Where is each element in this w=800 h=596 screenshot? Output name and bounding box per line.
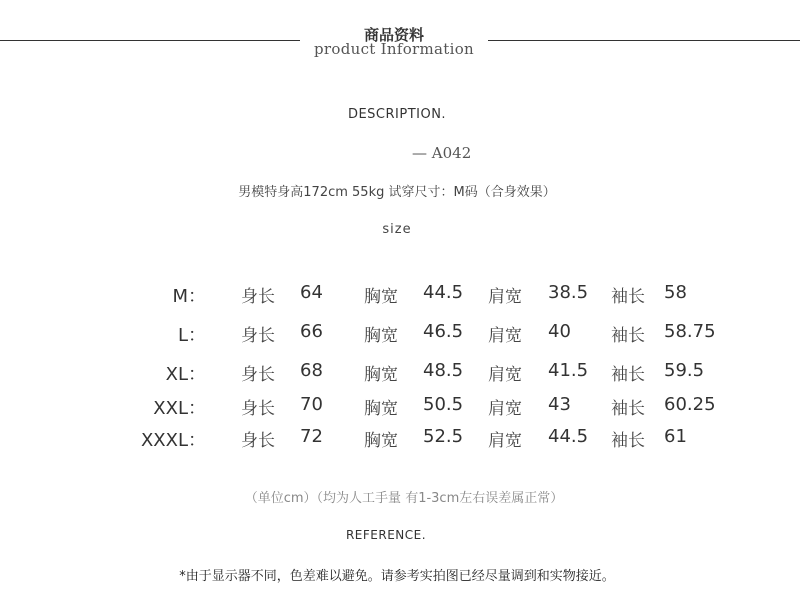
sleeve-label: 袖长 <box>611 287 645 307</box>
sleeve-value: 58.75 <box>664 321 716 342</box>
shoulder-value: 44.5 <box>548 426 589 447</box>
size-name: XXL： <box>153 398 206 419</box>
shoulder-value: 43 <box>548 394 571 415</box>
size-row-xl <box>0 360 800 390</box>
chest-label: 胸宽 <box>364 431 398 451</box>
header-divider-left <box>0 40 300 41</box>
shoulder-label: 肩宽 <box>488 399 522 419</box>
chest-value: 44.5 <box>423 282 464 303</box>
size-name: L： <box>177 325 206 346</box>
sleeve-value: 59.5 <box>664 360 705 381</box>
shoulder-value: 40 <box>548 321 571 342</box>
sleeve-label: 袖长 <box>611 365 645 385</box>
description-label: DESCRIPTION. <box>347 107 447 122</box>
length-label: 身长 <box>241 365 275 385</box>
size-row-l <box>0 321 800 351</box>
unit-note: （单位cm）（均为人工手量 有1-3cm左右误差属正常） <box>244 491 564 506</box>
sleeve-value: 60.25 <box>664 394 716 415</box>
chest-value: 48.5 <box>423 360 464 381</box>
sleeve-label: 袖长 <box>611 326 645 346</box>
page-title: 商品资料 <box>363 26 424 44</box>
sleeve-value: 58 <box>664 282 687 303</box>
size-name: M： <box>172 286 206 307</box>
length-label: 身长 <box>241 399 275 419</box>
sleeve-value: 61 <box>664 426 687 447</box>
shoulder-label: 肩宽 <box>488 431 522 451</box>
header-divider-right <box>488 40 800 41</box>
size-row-xxxl <box>0 426 800 456</box>
length-value: 72 <box>300 426 323 447</box>
length-label: 身长 <box>241 287 275 307</box>
size-row-m <box>0 282 800 312</box>
chest-value: 46.5 <box>423 321 464 342</box>
size-row-xxl <box>0 394 800 424</box>
size-name: XXXL： <box>140 430 206 451</box>
sleeve-label: 袖长 <box>611 431 645 451</box>
page-subtitle: product Information <box>314 40 474 58</box>
model-info: 男模特身高172cm 55kg 试穿尺寸：M码（合身效果） <box>238 185 556 200</box>
color-disclaimer: *由于显示器不同，色差难以避免。请参考实拍图已经尽量调到和实物接近。 <box>179 569 615 584</box>
size-label: size <box>382 222 412 237</box>
length-value: 70 <box>300 394 323 415</box>
chest-label: 胸宽 <box>364 287 398 307</box>
reference-label: REFERENCE. <box>345 528 427 542</box>
chest-value: 50.5 <box>423 394 464 415</box>
shoulder-value: 41.5 <box>548 360 589 381</box>
length-value: 66 <box>300 321 323 342</box>
product-code: — A042 <box>412 144 472 162</box>
size-name: XL： <box>165 364 206 385</box>
shoulder-label: 肩宽 <box>488 287 522 307</box>
length-value: 64 <box>300 282 323 303</box>
shoulder-value: 38.5 <box>548 282 589 303</box>
shoulder-label: 肩宽 <box>488 326 522 346</box>
length-label: 身长 <box>241 326 275 346</box>
length-label: 身长 <box>241 431 275 451</box>
chest-label: 胸宽 <box>364 365 398 385</box>
chest-label: 胸宽 <box>364 399 398 419</box>
chest-label: 胸宽 <box>364 326 398 346</box>
shoulder-label: 肩宽 <box>488 365 522 385</box>
chest-value: 52.5 <box>423 426 464 447</box>
length-value: 68 <box>300 360 323 381</box>
sleeve-label: 袖长 <box>611 399 645 419</box>
